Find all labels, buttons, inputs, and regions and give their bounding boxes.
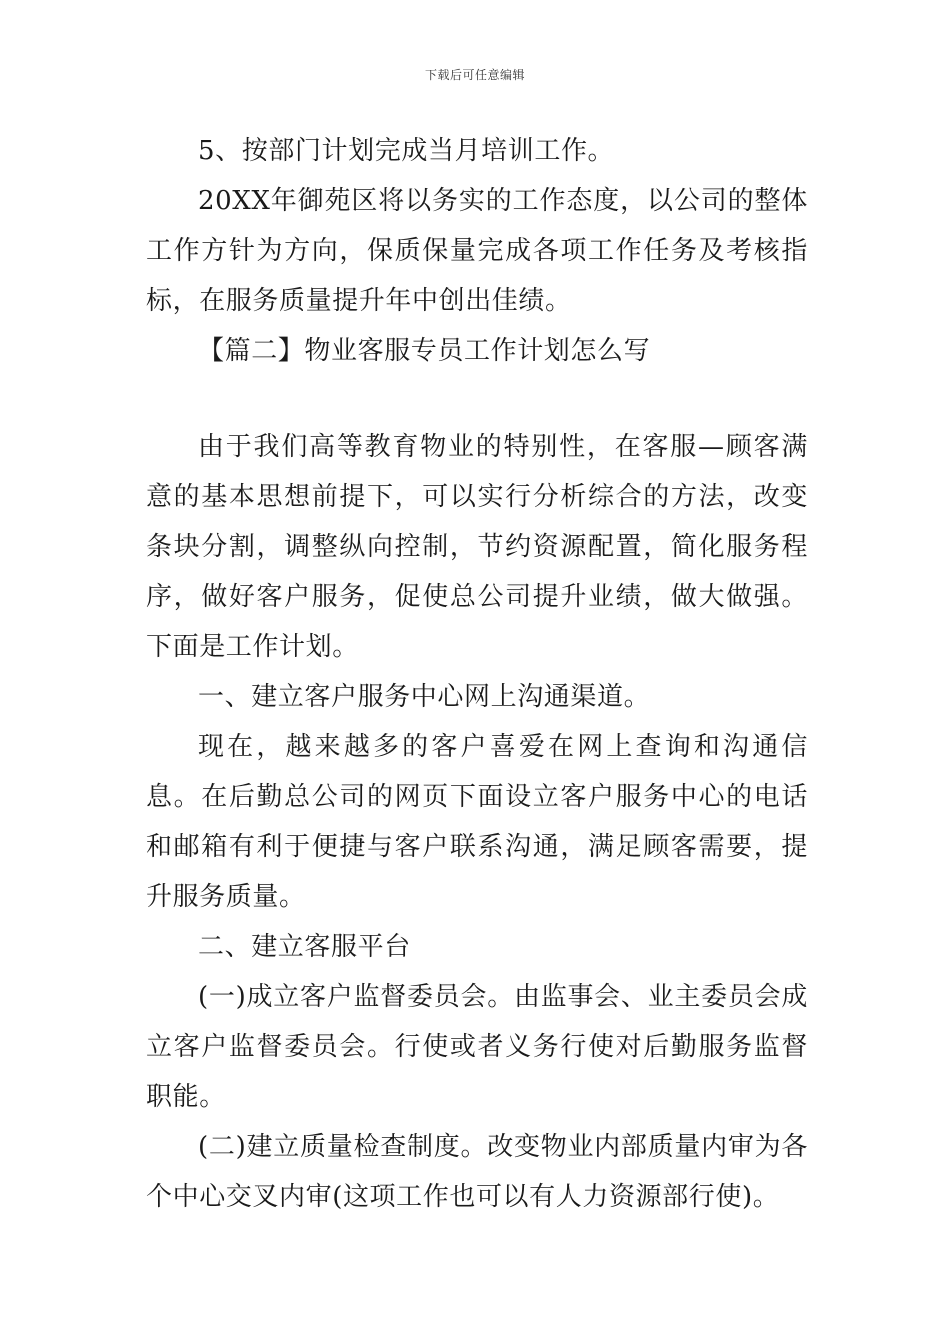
paragraph-yuyuan-summary: 20XX年御苑区将以务实的工作态度，以公司的整体工作方针为方向，保质保量完成各项工作任务及考核指标，在服务质量提升年中创出佳绩。 xyxy=(146,186,808,316)
item-heading-online-channel: 一、建立客户服务中心网上沟通渠道。 xyxy=(198,682,651,712)
page-header: 下载后可任意编辑 xyxy=(424,68,525,82)
section-heading-part-two: 【篇二】物业客服专员工作计划怎么写 xyxy=(198,336,651,366)
paragraph-online-channel: 现在，越来越多的客户喜爱在网上查询和沟通信息。在后勤总公司的网页下面设立客户服务中心的电话和邮箱有利于便捷与客户联系沟通，满足顾客需要，提升服务质量。 xyxy=(146,732,808,912)
paragraph-training: 5、按部门计划完成当月培训工作。 xyxy=(198,136,615,166)
document-body xyxy=(146,126,808,1222)
paragraph-supervision-committee: (一)成立客户监督委员会。由监事会、业主委员会成立客户监督委员会。行使或者义务行使对后勤服务监督职能。 xyxy=(146,982,808,1112)
paragraph-intro: 由于我们高等教育物业的特别性，在客服—顾客满意的基本思想前提下，可以实行分析综合的方法，改变条块分割，调整纵向控制，节约资源配置，简化服务程序，做好客户服务，促使总公司提升业绩，做大做强。下面是工作计划。 xyxy=(146,432,808,662)
paragraph-quality-inspection: (二)建立质量检查制度。改变物业内部质量内审为各个中心交叉内审(这项工作也可以有人力资源部行使)。 xyxy=(146,1132,808,1212)
blank-line xyxy=(146,376,808,422)
item-heading-service-platform: 二、建立客服平台 xyxy=(198,932,411,962)
